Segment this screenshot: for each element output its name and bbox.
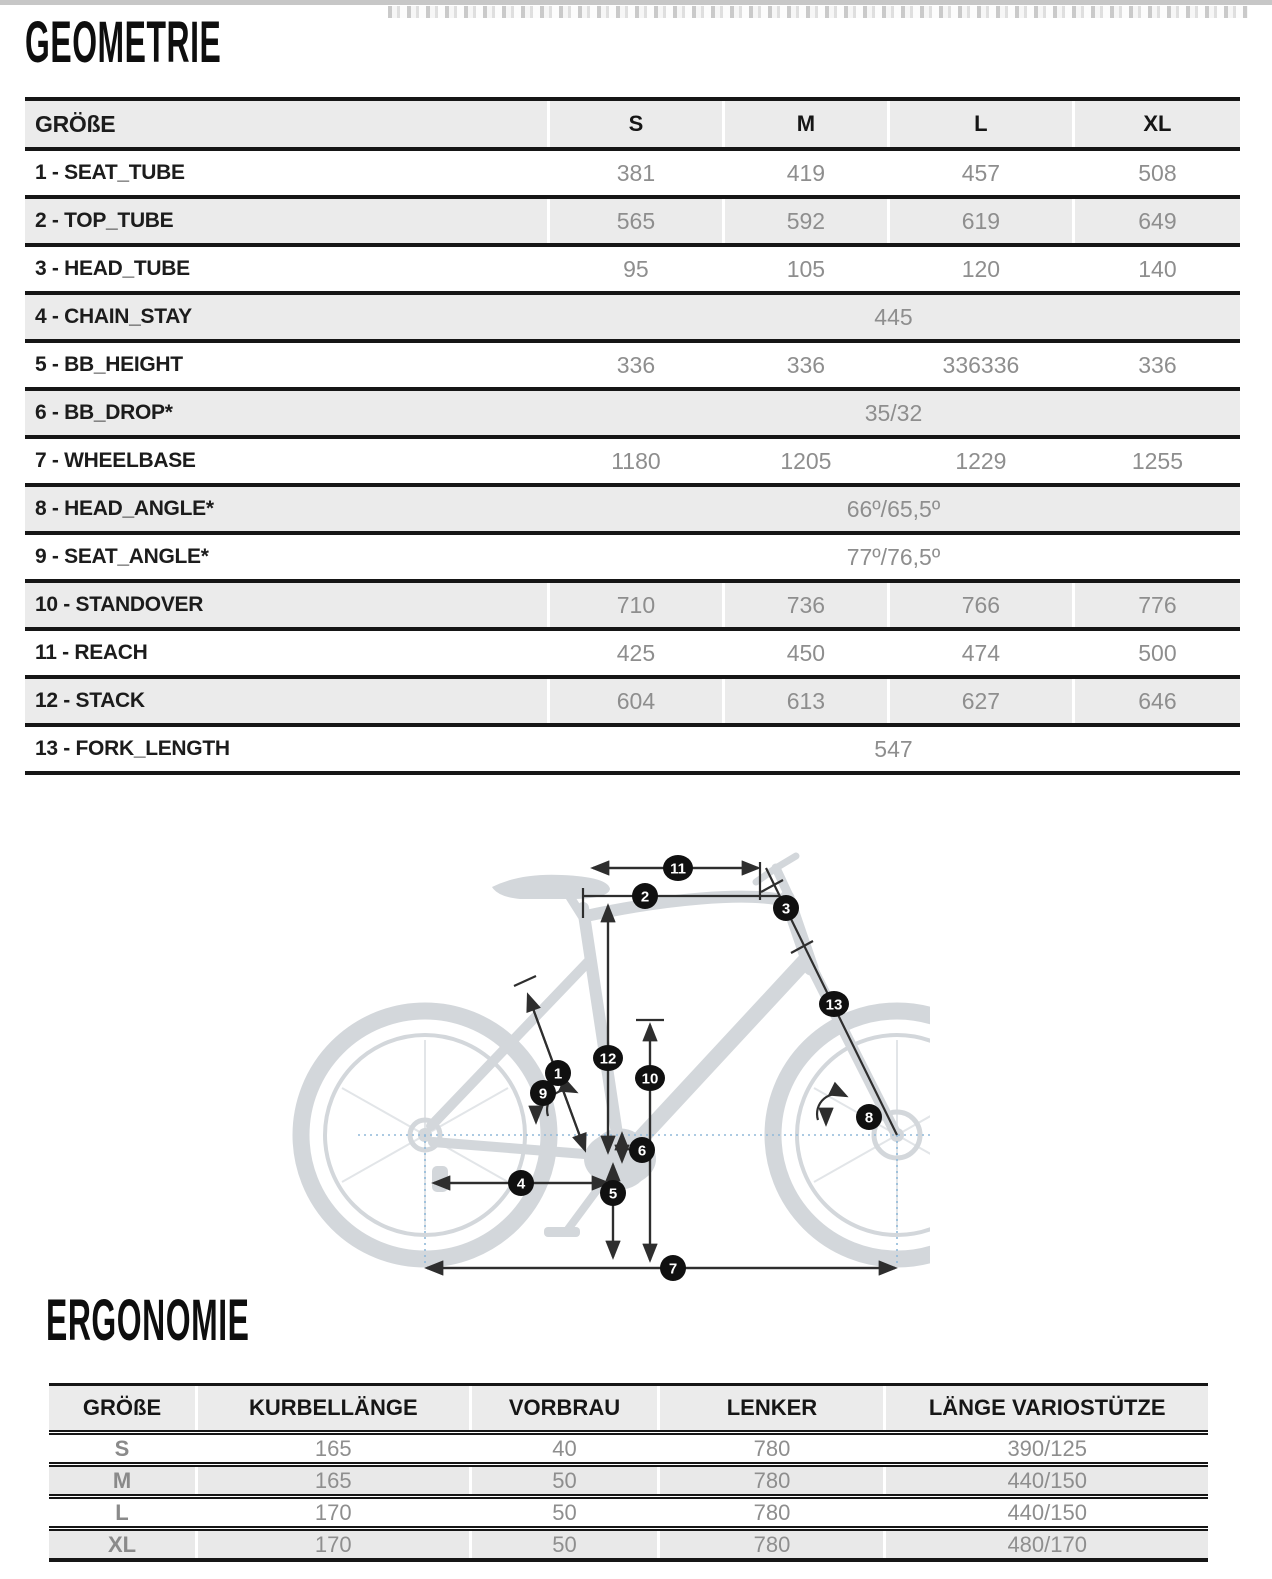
geometry-value: 336 — [547, 343, 722, 387]
diagram-marker-label: 2 — [640, 888, 650, 906]
diagram-marker-label: 5 — [608, 1185, 618, 1203]
seat-stay — [431, 962, 588, 1126]
geometry-value: 120 — [887, 247, 1072, 291]
geometry-col-header-l: L — [887, 101, 1072, 147]
diagram-marker-10 — [635, 1065, 665, 1091]
geometry-value: 425 — [547, 631, 722, 675]
diagram-marker-label: 8 — [864, 1109, 874, 1127]
geometry-value: 140 — [1072, 247, 1240, 291]
geometry-table-row — [25, 291, 1240, 339]
geometry-row-label: 6 - BB_DROP* — [35, 401, 173, 424]
bike-geometry-diagram — [270, 828, 930, 1288]
ergonomics-table-body — [49, 1430, 1208, 1558]
geometry-value: 450 — [722, 631, 887, 675]
geometry-row-label: 7 - WHEELBASE — [35, 449, 196, 472]
ergonomics-value: 170 — [195, 1531, 469, 1558]
ergonomics-size: M — [112, 1467, 132, 1493]
ergonomics-size: XL — [107, 1531, 137, 1557]
ergo-col-header-crank: KURBELLÄNGE — [195, 1386, 469, 1430]
geometry-table-row — [25, 243, 1240, 291]
geometry-value: 1205 — [722, 439, 887, 483]
geometry-value: 710 — [547, 583, 722, 627]
geometry-row-label: 8 - HEAD_ANGLE* — [35, 497, 214, 520]
geometry-value: 336336 — [887, 343, 1072, 387]
ergonomics-value: 165 — [195, 1435, 469, 1462]
ergonomics-value: 780 — [657, 1435, 883, 1462]
geometry-table-header — [25, 101, 1240, 147]
ergonomics-title: ERGONOMIE — [46, 1288, 250, 1353]
ergonomics-value: 50 — [469, 1499, 658, 1526]
diagram-marker-label: 7 — [668, 1260, 678, 1278]
geometry-row-label: 5 - BB_HEIGHT — [35, 353, 183, 376]
geometry-value-span: 77º/76,5º — [846, 543, 941, 570]
pedal — [544, 1227, 580, 1237]
geometry-value: 1180 — [547, 439, 722, 483]
diagram-marker-11 — [663, 855, 693, 881]
geometry-row-label: 2 - TOP_TUBE — [35, 209, 174, 232]
geometry-table-row — [25, 723, 1240, 771]
ergonomics-table — [49, 1383, 1208, 1562]
geometry-value: 1255 — [1072, 439, 1240, 483]
geometry-value: 627 — [887, 679, 1072, 723]
diagram-marker-5 — [600, 1180, 626, 1206]
geometry-table-row — [25, 483, 1240, 531]
geometry-value: 776 — [1072, 583, 1240, 627]
diagram-marker-label: 9 — [538, 1085, 548, 1103]
cropped-text-remnant — [388, 6, 1248, 18]
diagram-marker-9 — [530, 1080, 556, 1106]
diagram-marker-13 — [819, 991, 849, 1017]
geometry-value-span: 35/32 — [864, 399, 923, 426]
ergonomics-value: 50 — [469, 1467, 658, 1494]
geometry-table-row — [25, 675, 1240, 723]
geometry-table-row — [25, 579, 1240, 627]
geometry-table-row — [25, 147, 1240, 195]
ergonomics-value: 780 — [657, 1531, 883, 1558]
geometry-row-label: 10 - STANDOVER — [35, 593, 204, 616]
geometry-table-row — [25, 387, 1240, 435]
geometry-value: 646 — [1072, 679, 1240, 723]
ergonomics-value: 780 — [657, 1467, 883, 1494]
ergonomics-value: 440/150 — [883, 1467, 1208, 1494]
geometry-value: 613 — [722, 679, 887, 723]
geometry-value: 457 — [887, 151, 1072, 195]
geometry-title: GEOMETRIE — [25, 10, 222, 75]
geometry-value: 619 — [887, 199, 1072, 243]
ergo-col-header-seatpost: LÄNGE VARIOSTÜTZE — [883, 1386, 1208, 1430]
ergonomics-size: S — [114, 1435, 130, 1461]
geometry-row-label: 12 - STACK — [35, 689, 145, 712]
ergonomics-value: 390/125 — [883, 1435, 1208, 1462]
geometry-value: 419 — [722, 151, 887, 195]
geometry-table-row — [25, 435, 1240, 483]
diagram-marker-7 — [660, 1255, 686, 1281]
geometry-value: 336 — [722, 343, 887, 387]
geometry-table-row — [25, 627, 1240, 675]
ergonomics-table-row — [49, 1435, 1208, 1462]
geometry-value: 95 — [547, 247, 722, 291]
geometry-value: 474 — [887, 631, 1072, 675]
ergonomics-value: 480/170 — [883, 1531, 1208, 1558]
geometry-row-label: 4 - CHAIN_STAY — [35, 305, 192, 328]
geometry-size-header: GRÖßE — [35, 110, 116, 137]
geometry-col-header-m: M — [722, 101, 887, 147]
diagram-marker-12 — [593, 1045, 623, 1071]
ergonomics-table-row — [49, 1467, 1208, 1494]
diagram-marker-label: 13 — [825, 996, 843, 1014]
geometry-value: 1229 — [887, 439, 1072, 483]
geometry-value: 649 — [1072, 199, 1240, 243]
geometry-col-header-xl: XL — [1072, 101, 1240, 147]
ergo-col-header-stem: VORBRAU — [469, 1386, 658, 1430]
geometry-value: 381 — [547, 151, 722, 195]
diagram-marker-2 — [632, 883, 658, 909]
diagram-marker-label: 11 — [670, 860, 686, 878]
geometry-value: 736 — [722, 583, 887, 627]
geometry-table-body — [25, 147, 1240, 771]
ergonomics-value: 440/150 — [883, 1499, 1208, 1526]
diagram-marker-8 — [856, 1104, 882, 1130]
geometry-table-row — [25, 531, 1240, 579]
diagram-marker-label: 3 — [781, 900, 791, 918]
geometry-value: 592 — [722, 199, 887, 243]
geometry-row-label: 9 - SEAT_ANGLE* — [35, 545, 209, 568]
seat-tube-tick — [514, 976, 536, 986]
ergo-col-header-bar: LENKER — [657, 1386, 883, 1430]
geometry-table-row — [25, 195, 1240, 243]
diagram-marker-label: 4 — [516, 1175, 526, 1193]
seat-tube — [583, 908, 620, 1154]
diagram-marker-label: 6 — [637, 1142, 647, 1160]
diagram-marker-label: 1 — [553, 1065, 563, 1083]
ergonomics-value: 780 — [657, 1499, 883, 1526]
geometry-row-label: 1 - SEAT_TUBE — [35, 161, 185, 184]
ergonomics-value: 165 — [195, 1467, 469, 1494]
diagram-marker-label: 12 — [599, 1050, 617, 1068]
geometry-value: 565 — [547, 199, 722, 243]
ergonomics-value: 170 — [195, 1499, 469, 1526]
geometry-table — [25, 97, 1240, 775]
geometry-row-label: 13 - FORK_LENGTH — [35, 737, 230, 760]
diagram-marker-6 — [629, 1137, 655, 1163]
ergonomics-value: 50 — [469, 1531, 658, 1558]
geometry-value: 500 — [1072, 631, 1240, 675]
diagram-marker-4 — [508, 1170, 534, 1196]
geometry-row-label: 3 - HEAD_TUBE — [35, 257, 190, 280]
geometry-value: 508 — [1072, 151, 1240, 195]
ergonomics-value: 40 — [469, 1435, 658, 1462]
ergonomics-section-header — [46, 1288, 416, 1353]
ergonomics-table-row — [49, 1531, 1208, 1558]
ergonomics-table-row — [49, 1499, 1208, 1526]
geometry-section-header — [25, 10, 382, 75]
rear-derailleur — [432, 1166, 448, 1192]
diagram-marker-3 — [773, 895, 799, 921]
ergo-col-header-size: GRÖßE — [82, 1395, 162, 1420]
geometry-value-span: 66º/65,5º — [846, 495, 941, 522]
geometry-value: 336 — [1072, 343, 1240, 387]
cropped-content-artifact-bar — [0, 0, 1272, 5]
handlebar-right — [776, 856, 796, 868]
diagram-marker-label: 10 — [641, 1070, 659, 1088]
geometry-row-label: 11 - REACH — [35, 641, 148, 664]
geometry-col-header-s: S — [547, 101, 722, 147]
ergonomics-table-header — [49, 1386, 1208, 1430]
geometry-value: 766 — [887, 583, 1072, 627]
geometry-value: 604 — [547, 679, 722, 723]
geometry-table-row — [25, 339, 1240, 387]
geometry-value-span: 445 — [874, 303, 913, 330]
geometry-value-span: 547 — [874, 735, 913, 762]
ergonomics-size: L — [115, 1499, 129, 1525]
geometry-value: 105 — [722, 247, 887, 291]
